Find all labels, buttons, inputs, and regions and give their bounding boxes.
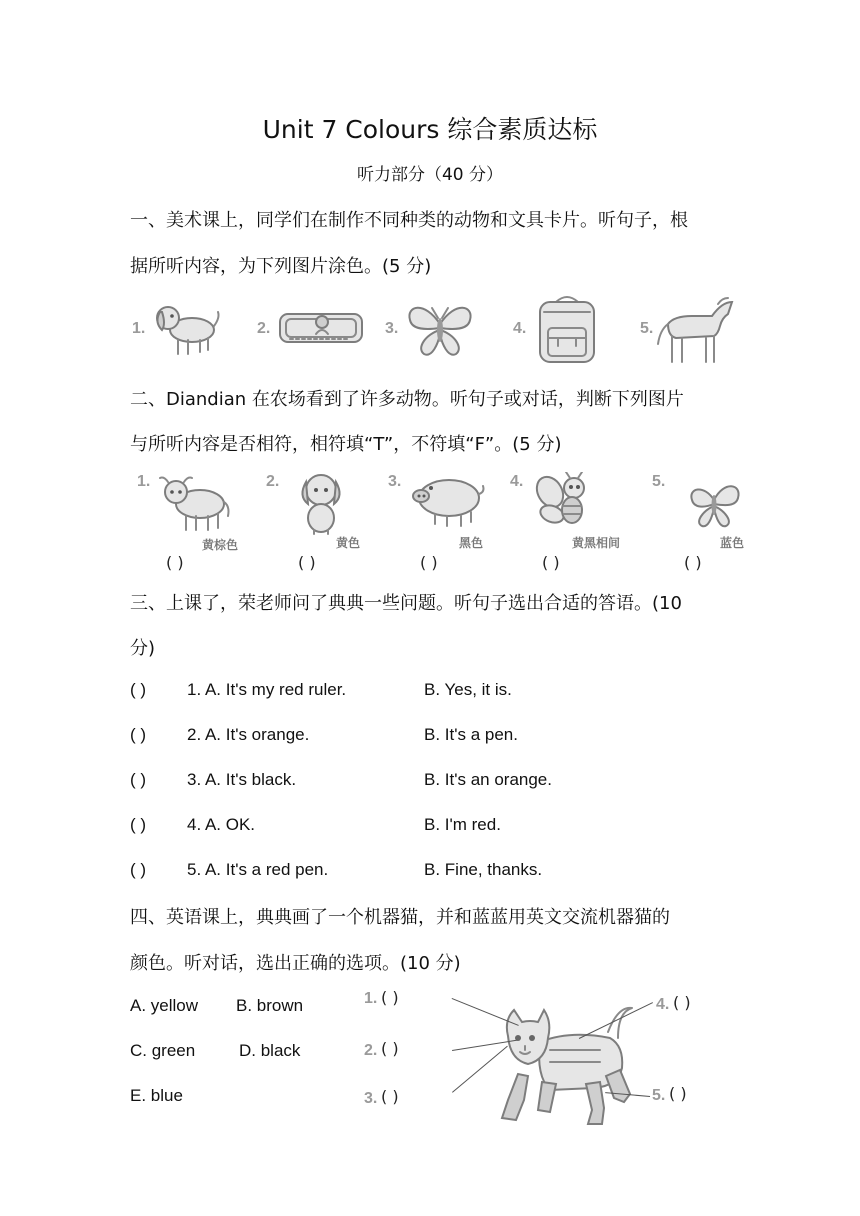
- answer-blank[interactable]: ( ): [542, 553, 560, 572]
- puppy-icon: [296, 470, 346, 536]
- option-a: 4. A. OK.: [187, 815, 256, 834]
- section1-instruction-line2: 据所听内容，为下列图片涂色。(5 分): [130, 256, 432, 277]
- color-option: A. yellow: [130, 996, 199, 1015]
- butterfly-icon: [684, 478, 744, 530]
- item-number: 5.: [652, 473, 666, 490]
- answer-blank[interactable]: ( ): [166, 553, 184, 572]
- option-a: 1. A. It's my red ruler.: [187, 680, 347, 699]
- label-number: 5.: [652, 1087, 666, 1104]
- section4-instruction-line2: 颜色。听对话，选出正确的选项。(10 分): [130, 953, 461, 974]
- page-subtitle: 听力部分（40 分）: [356, 165, 504, 185]
- item-caption: 黄棕色: [202, 538, 239, 552]
- option-a: 5. A. It's a red pen.: [187, 860, 329, 879]
- label-number: 4.: [656, 996, 670, 1013]
- option-b: B. Fine, thanks.: [424, 860, 543, 879]
- section4-instruction-line1: 四、英语课上，典典画了一个机器猫，并和蓝蓝用英文交流机器猫的: [130, 907, 670, 928]
- option-b: B. Yes, it is.: [424, 680, 512, 699]
- item-caption: 黄色: [336, 536, 361, 550]
- label-number: 2.: [364, 1042, 378, 1059]
- item-caption: 蓝色: [720, 536, 745, 550]
- answer-blank[interactable]: ( ): [673, 993, 691, 1012]
- answer-blank[interactable]: ( ): [669, 1084, 687, 1103]
- page-title: Unit 7 Colours 综合素质达标: [262, 115, 598, 144]
- item-number: 1.: [137, 473, 151, 490]
- robot-cat-icon: [490, 1002, 640, 1128]
- pencil-case-icon[interactable]: [276, 306, 366, 348]
- answer-blank[interactable]: ( ): [298, 553, 316, 572]
- item-number: 4.: [513, 320, 527, 337]
- section3-instruction-line2: 分): [130, 638, 156, 659]
- pig-icon: [405, 470, 487, 528]
- label-number: 1.: [364, 990, 378, 1007]
- option-a: 3. A. It's black.: [187, 770, 297, 789]
- color-option: E. blue: [130, 1086, 183, 1105]
- label-number: 3.: [364, 1090, 378, 1107]
- section2-instruction-line1: 二、Diandian 在农场看到了许多动物。听句子或对话，判断下列图片: [130, 389, 684, 410]
- option-b: B. It's an orange.: [424, 770, 552, 789]
- answer-blank[interactable]: ( ): [420, 553, 438, 572]
- answer-blank[interactable]: ( ): [381, 1087, 399, 1106]
- answer-blank[interactable]: ( ): [130, 815, 147, 834]
- answer-blank[interactable]: ( ): [130, 680, 147, 699]
- horse-icon[interactable]: [654, 294, 734, 364]
- item-caption: 黄黑相间: [572, 536, 621, 550]
- butterfly-icon[interactable]: [404, 300, 476, 360]
- item-number: 4.: [510, 473, 524, 490]
- item-number: 5.: [640, 320, 654, 337]
- option-b: B. It's a pen.: [424, 725, 518, 744]
- color-option: C. green: [130, 1041, 196, 1060]
- option-a: 2. A. It's orange.: [187, 725, 310, 744]
- answer-blank[interactable]: ( ): [684, 553, 702, 572]
- answer-blank[interactable]: ( ): [381, 988, 399, 1007]
- section2-instruction-line2: 与所听内容是否相符，相符填“T”，不符填“F”。(5 分): [130, 434, 562, 455]
- item-number: 3.: [388, 473, 402, 490]
- answer-blank[interactable]: ( ): [130, 860, 147, 879]
- option-b: B. I'm red.: [424, 815, 501, 834]
- color-option: D. black: [239, 1041, 301, 1060]
- item-number: 1.: [132, 320, 146, 337]
- backpack-icon[interactable]: [532, 292, 602, 366]
- answer-blank[interactable]: ( ): [130, 725, 147, 744]
- answer-blank[interactable]: ( ): [381, 1039, 399, 1058]
- cow-icon: [158, 474, 232, 534]
- item-number: 3.: [385, 320, 399, 337]
- item-caption: 黑色: [459, 536, 484, 550]
- bee-icon: [532, 472, 596, 534]
- color-option: B. brown: [236, 996, 304, 1015]
- answer-blank[interactable]: ( ): [130, 770, 147, 789]
- section1-instruction-line1: 一、美术课上，同学们在制作不同种类的动物和文具卡片。听句子，根: [130, 210, 688, 231]
- item-number: 2.: [257, 320, 271, 337]
- item-number: 2.: [266, 473, 280, 490]
- section3-instruction-line1: 三、上课了，荣老师问了典典一些问题。听句子选出合适的答语。(10: [130, 593, 682, 614]
- dog-icon[interactable]: [150, 300, 222, 358]
